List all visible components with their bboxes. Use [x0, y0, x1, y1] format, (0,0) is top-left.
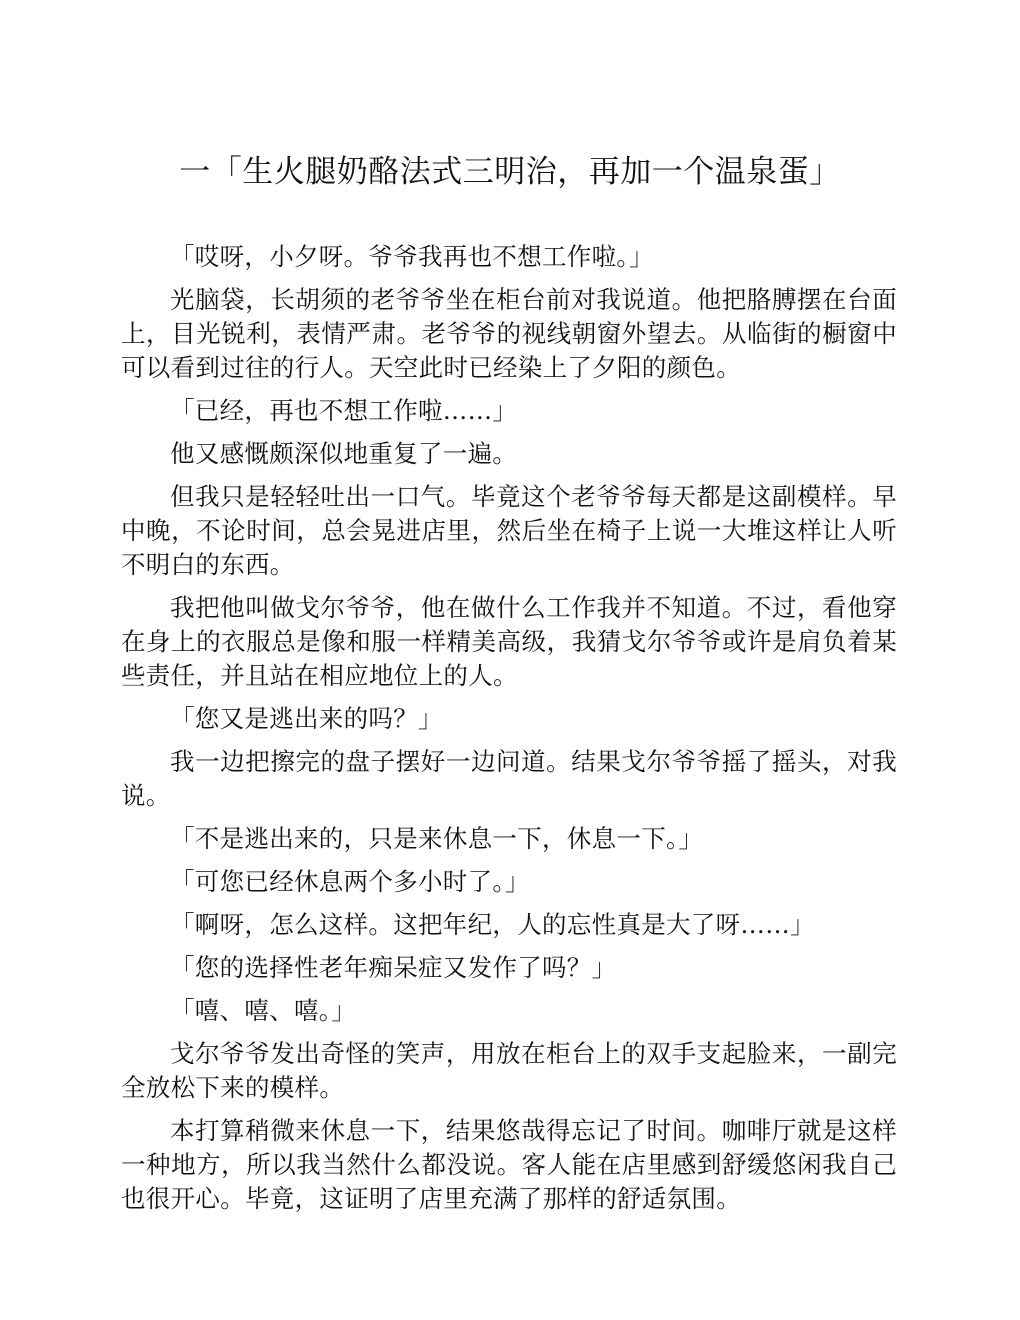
paragraph: 但我只是轻轻吐出一口气。毕竟这个老爷爷每天都是这副模样。早中晚，不论时间，总会晃进店里，然后坐在椅子上说一大堆这样让人听不明白的东西。 — [121, 482, 897, 579]
paragraph: 我把他叫做戈尔爷爷，他在做什么工作我并不知道。不过，看他穿在身上的衣服总是像和服一样精美高级，我猜戈尔爷爷或许是肩负着某些责任，并且站在相应地位上的人。 — [121, 593, 897, 690]
chapter-title: 一「生火腿奶酪法式三明治，再加一个温泉蛋」 — [179, 154, 841, 190]
paragraph: 「嘻、嘻、嘻。」 — [170, 996, 357, 1025]
body-text — [121, 240, 897, 1225]
paragraph: 「啊呀，怎么这样。这把年纪，人的忘性真是大了呀……」 — [170, 910, 815, 939]
paragraph: 「不是逃出来的，只是来休息一下，休息一下。」 — [170, 824, 704, 853]
paragraph: 「哎呀，小夕呀。爷爷我再也不想工作啦。」 — [170, 242, 654, 271]
paragraph: 我一边把擦完的盘子摆好一边问道。结果戈尔爷爷摇了摇头，对我说。 — [121, 747, 897, 810]
paragraph: 戈尔爷爷发出奇怪的笑声，用放在柜台上的双手支起脸来，一副完全放松下来的模样。 — [121, 1039, 897, 1102]
paragraph: 光脑袋，长胡须的老爷爷坐在柜台前对我说道。他把胳膊摆在台面上，目光锐利，表情严肃。老爷爷的视线朝窗外望去。从临街的橱窗中可以看到过往的行人。天空此时已经染上了夕阳的颜色。 — [121, 285, 897, 382]
paragraph: 「您又是逃出来的吗？」 — [170, 704, 443, 733]
paragraph: 「您的选择性老年痴呆症又发作了吗？」 — [170, 953, 617, 982]
paragraph: 他又感慨颇深似地重复了一遍。 — [170, 439, 518, 468]
paragraph: 「可您已经休息两个多小时了。」 — [170, 867, 530, 896]
paragraph: 本打算稍微来休息一下，结果悠哉得忘记了时间。咖啡厅就是这样一种地方，所以我当然什么都没说。客人能在店里感到舒缓悠闲我自己也很开心。毕竟，这证明了店里充满了那样的舒适氛围。 — [121, 1116, 897, 1213]
paragraph: 「已经，再也不想工作啦……」 — [170, 396, 518, 425]
